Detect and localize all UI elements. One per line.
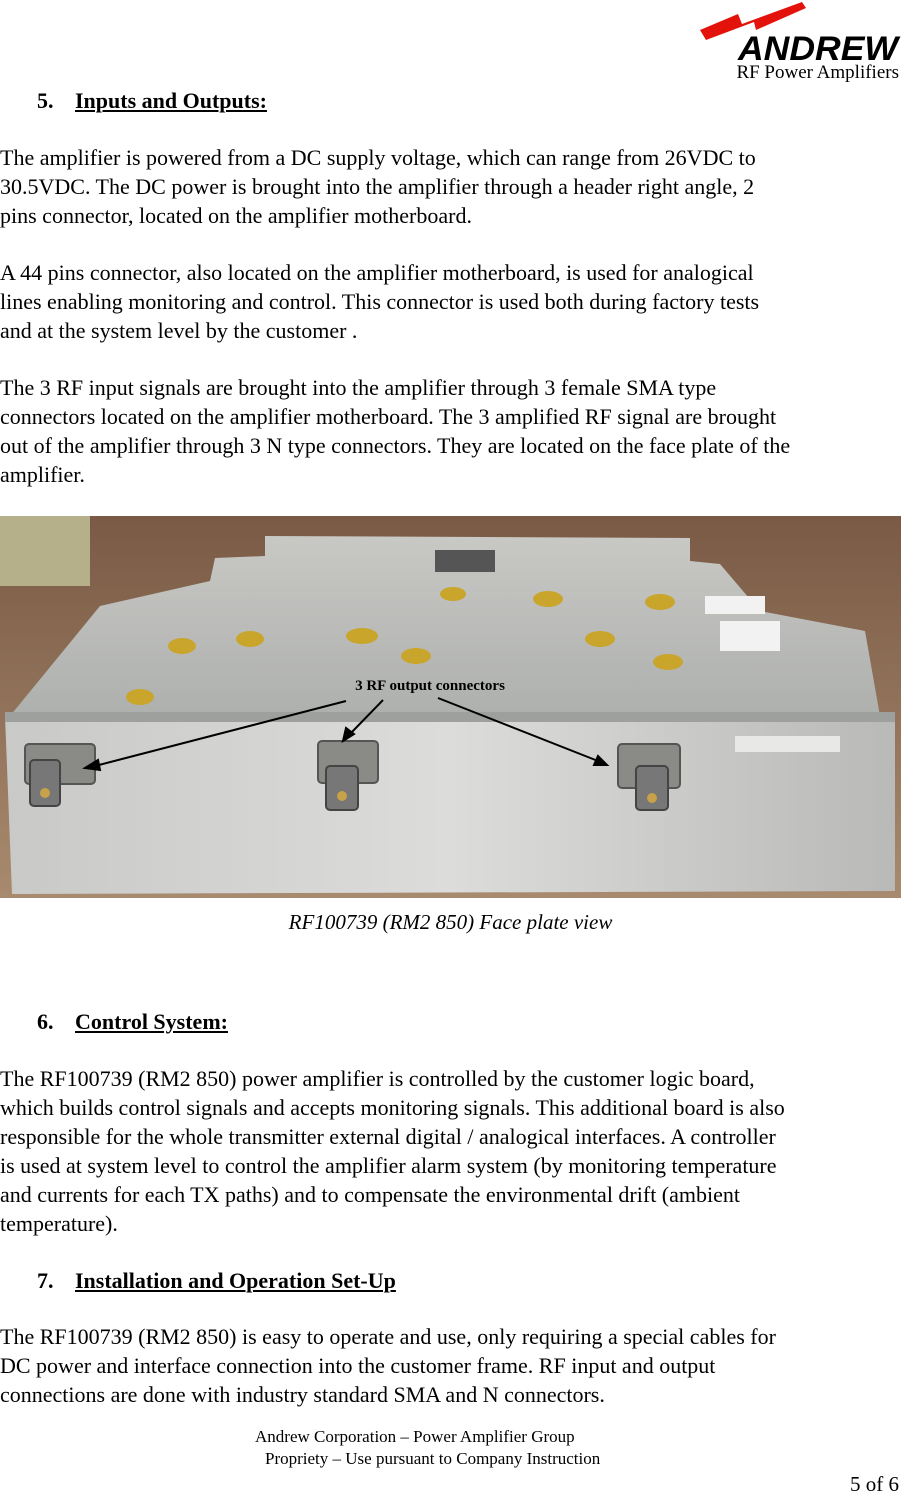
paragraph-power [0, 143, 756, 230]
section-number: 7. [37, 1268, 54, 1293]
text-line: lines enabling monitoring and control. This connector is used both during factory tests [0, 289, 760, 314]
header-subtitle: RF Power Amplifiers [736, 62, 899, 83]
photo-annotation: 3 RF output connectors [355, 678, 505, 694]
text-line: responsible for the whole transmitter external digital / analogical interfaces. A controller [0, 1124, 776, 1149]
text-line: The amplifier is powered from a DC supply voltage, which can range from 26VDC to [0, 145, 756, 170]
section-title: Installation and Operation Set-Up [75, 1268, 396, 1293]
section-number: 6. [37, 1009, 54, 1034]
text-line: temperature). [0, 1211, 118, 1236]
text-line: pins connector, located on the amplifier motherboard. [0, 203, 472, 228]
page-number: 5 of 6 [850, 1472, 899, 1496]
text-line: connections are done with industry standard SMA and N connectors. [0, 1382, 605, 1407]
text-line: 30.5VDC. The DC power is brought into the amplifier through a header right angle, 2 [0, 174, 755, 199]
figure-caption: RF100739 (RM2 850) Face plate view [288, 910, 613, 934]
footer-company: Andrew Corporation – Power Amplifier Group [255, 1427, 575, 1446]
text-line: The RF100739 (RM2 850) power amplifier is controlled by the customer logic board, [0, 1066, 755, 1091]
text-line: The RF100739 (RM2 850) is easy to operate and use, only requiring a special cables for [0, 1324, 776, 1349]
paragraph-connector [0, 258, 759, 345]
text-line: and currents for each TX paths) and to compensate the environmental drift (ambient [0, 1182, 740, 1207]
section-title: Control System: [75, 1009, 228, 1034]
text-line: A 44 pins connector, also located on the amplifier motherboard, is used for analogical [0, 260, 754, 285]
text-line: amplifier. [0, 462, 85, 487]
footer-propriety: Propriety – Use pursuant to Company Instruction [265, 1449, 601, 1468]
text-line: connectors located on the amplifier motherboard. The 3 amplified RF signal are brought [0, 404, 777, 429]
text-line: and at the system level by the customer . [0, 318, 358, 343]
section-number: 5. [37, 88, 54, 113]
amplifier-photo [0, 516, 901, 898]
paragraph-installation [0, 1322, 776, 1409]
section-title: Inputs and Outputs: [75, 88, 267, 113]
text-line: which builds control signals and accepts monitoring signals. This additional board is also [0, 1095, 785, 1120]
text-line: out of the amplifier through 3 N type connectors. They are located on the face plate of the [0, 433, 791, 458]
paragraph-rf-signals [0, 373, 790, 489]
text-line: DC power and interface connection into the customer frame. RF input and output [0, 1353, 716, 1378]
text-line: The 3 RF input signals are brought into the amplifier through 3 female SMA type [0, 375, 717, 400]
text-line: is used at system level to control the amplifier alarm system (by monitoring temperature [0, 1153, 777, 1178]
svg-text:ANDREW: ANDREW [736, 30, 901, 64]
andrew-logo [698, 0, 901, 64]
paragraph-control [0, 1064, 785, 1238]
